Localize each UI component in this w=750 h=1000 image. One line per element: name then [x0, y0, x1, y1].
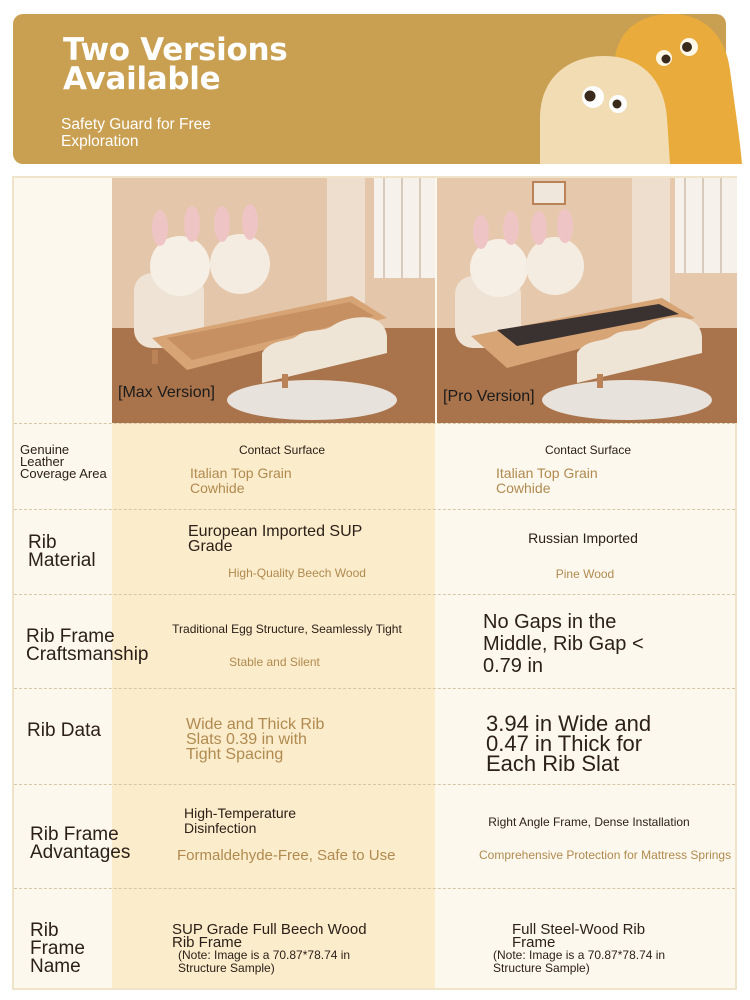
max-frame-note: (Note: Image is a 70.87*78.74 in Structure Sample) [178, 948, 351, 975]
row-label-frame-name: Rib Frame Name [30, 920, 85, 977]
pro-rib-data-spec: 3.94 in Wide and 0.47 in Thick for Each Rib Slat [486, 711, 652, 776]
label-column [14, 178, 112, 988]
max-rib-data-spec: Wide and Thick Rib Slats 0.39 in with Tight Spacing [186, 716, 325, 763]
max-rib-material-origin: European Imported SUP Grade [188, 523, 363, 555]
promo-banner [13, 14, 726, 164]
max-craftsmanship-benefit: Stable and Silent [229, 655, 320, 669]
pro-version-label: [Pro Version] [443, 388, 535, 405]
pro-frame-name: Full Steel-Wood Rib Frame [512, 921, 646, 951]
pro-version-photo [437, 178, 737, 423]
pro-frame-note: (Note: Image is a 70.87*78.74 in Structure Sample) [493, 948, 666, 975]
pro-leather-type: Italian Top Grain Cowhide [496, 465, 598, 496]
max-rib-material-wood: High-Quality Beech Wood [228, 566, 366, 580]
pro-advantage-protection: Comprehensive Protection for Mattress Springs [479, 848, 732, 862]
row-label-advantages: Rib Frame Advantages [30, 824, 131, 863]
max-version-photo [112, 178, 435, 423]
row-label-craftsmanship: Rib Frame Craftsmanship [26, 626, 149, 665]
row-divider [14, 888, 735, 889]
pro-leather-surface: Contact Surface [544, 443, 632, 457]
pro-craftsmanship-gap: No Gaps in the Middle, Rib Gap < 0.79 in [483, 611, 644, 677]
banner-subtitle: Safety Guard for Free Exploration [61, 116, 211, 150]
row-divider [14, 594, 735, 595]
pro-rib-material-origin: Russian Imported [528, 530, 638, 546]
pro-rib-material-wood: Pine Wood [555, 567, 615, 581]
max-leather-surface: Contact Surface [238, 443, 326, 457]
max-frame-name: SUP Grade Full Beech Wood Rib Frame [172, 921, 367, 951]
row-divider [14, 784, 735, 785]
row-divider [14, 509, 735, 510]
max-advantage-safety: Formaldehyde-Free, Safe to Use [177, 847, 396, 864]
pro-advantage-frame: Right Angle Frame, Dense Installation [488, 815, 690, 829]
max-craftsmanship-structure: Traditional Egg Structure, Seamlessly Tight [172, 622, 402, 636]
row-divider [14, 423, 735, 424]
banner-title: Two Versions Available [63, 32, 288, 97]
row-label-rib-material: Rib Material [28, 532, 96, 571]
bed-photo-pro [437, 178, 737, 423]
comparison-table [12, 176, 737, 990]
max-version-label: [Max Version] [118, 384, 215, 401]
row-label-leather-coverage: Genuine Leather Coverage Area [20, 442, 107, 481]
max-leather-type: Italian Top Grain Cowhide [190, 465, 292, 496]
row-label-rib-data: Rib Data [27, 720, 101, 741]
row-divider [14, 688, 735, 689]
max-advantage-disinfection: High-Temperature Disinfection [184, 805, 297, 836]
